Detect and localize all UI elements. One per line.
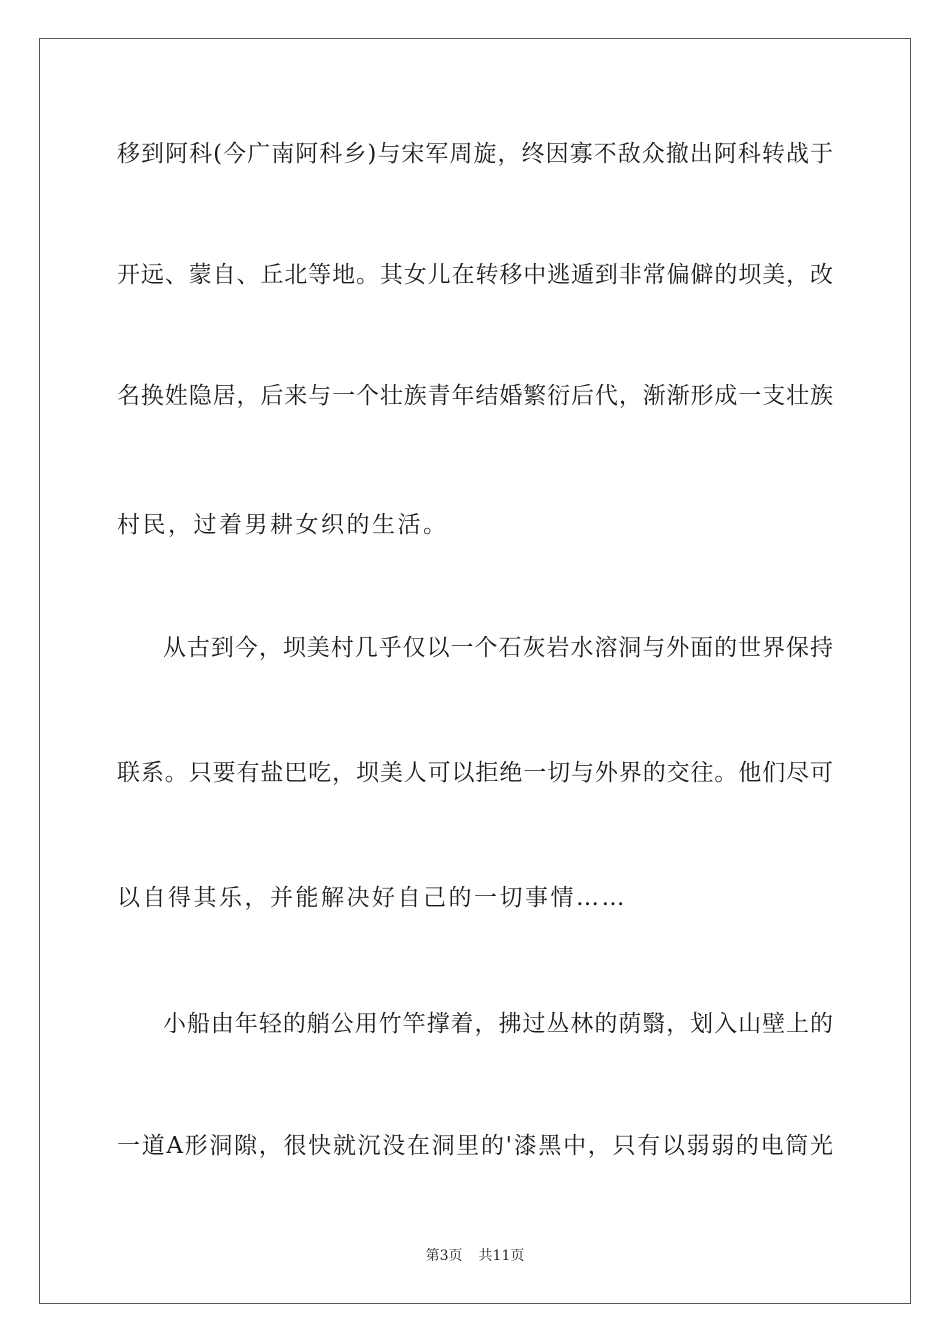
text-line-1: 移到阿科(今广南阿科乡)与宋军周旋，终因寡不敌众撤出阿科转战于 bbox=[117, 141, 833, 167]
text-line-6: 联系。只要有盐巴吃，坝美人可以拒绝一切与外界的交往。他们尽可 bbox=[117, 760, 833, 786]
text-line-7: 以自得其乐，并能解决好自己的一切事情…… bbox=[117, 885, 627, 911]
text-line-4: 村民，过着男耕女织的生活。 bbox=[117, 512, 449, 538]
page-number: 第3页 bbox=[425, 1248, 463, 1264]
text-line-5: 从古到今，坝美村几乎仅以一个石灰岩水溶洞与外面的世界保持 bbox=[163, 635, 833, 661]
text-line-9: 一道A形洞隙，很快就沉没在洞里的'漆黑中，只有以弱弱的电筒光 bbox=[117, 1133, 833, 1159]
text-line-2: 开远、蒙自、丘北等地。其女儿在转移中逃遁到非常偏僻的坝美，改 bbox=[117, 262, 833, 288]
page-border bbox=[39, 38, 911, 1304]
text-line-8: 小船由年轻的艄公用竹竿撑着，拂过丛林的荫翳，划入山壁上的 bbox=[163, 1011, 833, 1037]
text-line-3: 名换姓隐居，后来与一个壮族青年结婚繁衍后代，渐渐形成一支壮族 bbox=[117, 383, 833, 409]
page-total: 共11页 bbox=[478, 1248, 525, 1264]
page-footer bbox=[0, 1247, 950, 1265]
